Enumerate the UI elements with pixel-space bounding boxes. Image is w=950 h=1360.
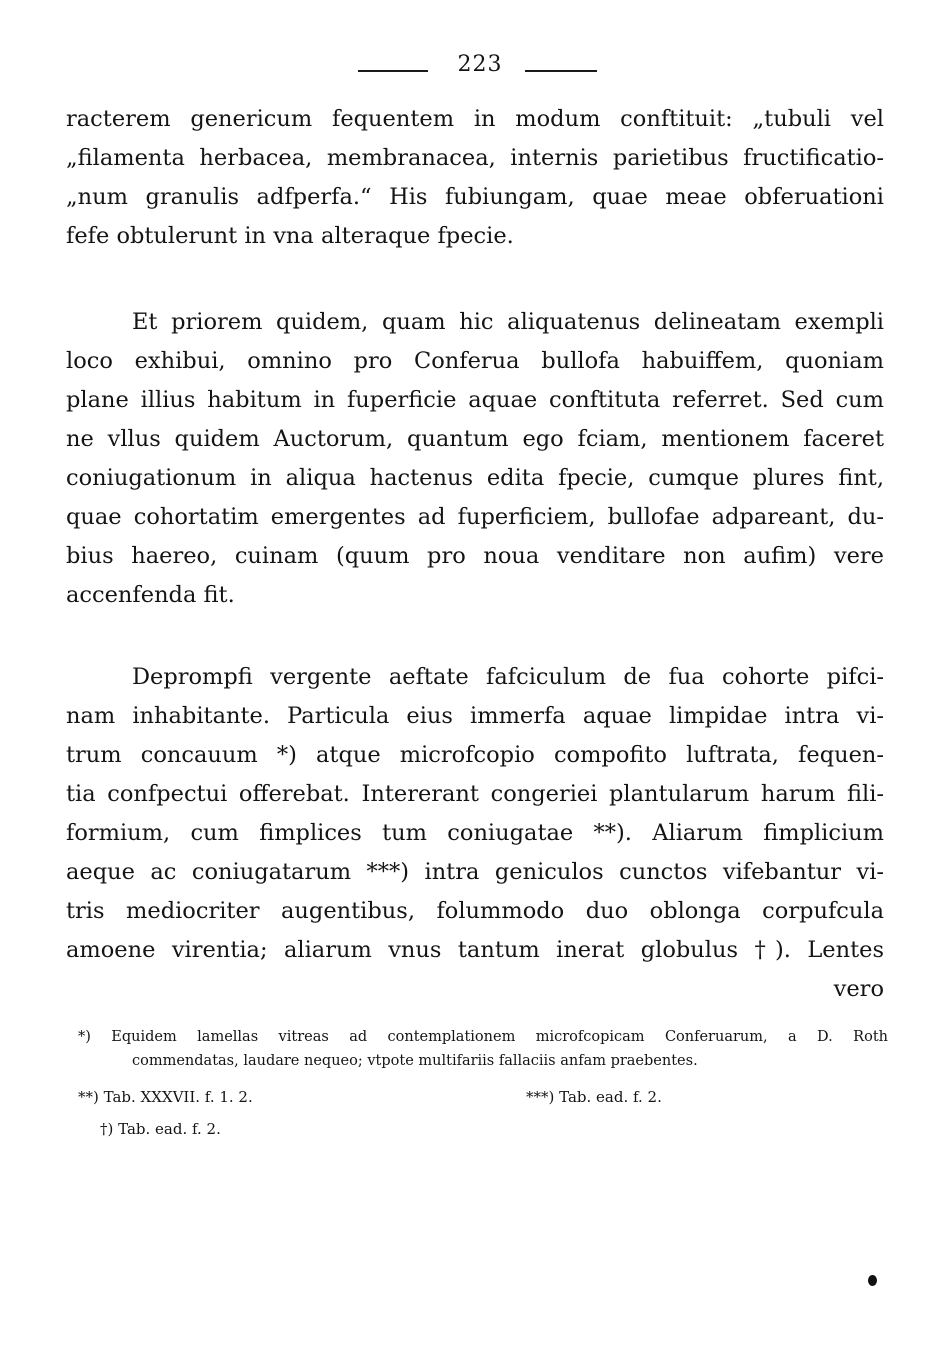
- text-line: racterem genericum fequentem in modum conftituit: „tubuli vel: [66, 106, 884, 132]
- text-line: accenfenda fit.: [66, 582, 235, 608]
- text-line: trum concauum *) atque microfcopio compofito luftrata, fequen-: [66, 742, 884, 768]
- footnotes: [78, 1025, 888, 1145]
- footnote-1-line-1: *) Equidem lamellas vitreas ad contemplationem microfcopicam Conferuarum, a D. Roth: [78, 1029, 888, 1045]
- text-line: amoene virentia; aliarum vnus tantum inerat globulus †). Lentes: [66, 937, 884, 963]
- ink-spot: [868, 1275, 877, 1286]
- paragraph-2: [66, 303, 884, 615]
- text-line: Et priorem quidem, quam hic aliquatenus delineatam exempli: [132, 309, 884, 335]
- text-line: quae cohortatim emergentes ad fuperficiem, bullofae adpareant, du-: [66, 504, 884, 530]
- text-line: „num granulis adfperfa.“ His fubiungam, quae meae obferuationi: [66, 184, 884, 210]
- header-rule-right: [525, 70, 597, 72]
- text-line: aeque ac coniugatarum ***) intra geniculos cunctos vifebantur vi-: [66, 859, 884, 885]
- text-line: formium, cum fimplices tum coniugatae **). Aliarum fimplicium: [66, 820, 884, 846]
- text-line: coniugationum in aliqua hactenus edita fpecie, cumque plures fint,: [66, 465, 884, 491]
- footnote-2: **) Tab. XXXVII. f. 1. 2.: [78, 1088, 253, 1106]
- text-line: plane illius habitum in fuperficie aquae conftituta referret. Sed cum: [66, 387, 884, 413]
- footnote-3: ***) Tab. ead. f. 2.: [526, 1088, 662, 1106]
- text-line: bius haereo, cuinam (quum pro noua venditare non aufim) vere: [66, 543, 884, 569]
- footnote-row: [78, 1081, 888, 1113]
- text-line: nam inhabitante. Particula eius immerfa aquae limpidae intra vi-: [66, 703, 884, 729]
- page-number: 223: [457, 52, 503, 77]
- text-line: ne vllus quidem Auctorum, quantum ego fciam, mentionem faceret: [66, 426, 884, 452]
- text-line: loco exhibui, omnino pro Conferua bullofa habuiffem, quoniam: [66, 348, 884, 374]
- catchword: vero: [833, 976, 884, 1002]
- text-line: Deprompfi vergente aeftate fafciculum de fua cohorte pifci-: [132, 664, 884, 690]
- text-line: tia confpectui offerebat. Intererant congeriei plantularum harum fili-: [66, 781, 884, 807]
- footnote-4: †) Tab. ead. f. 2.: [100, 1120, 221, 1138]
- text-line: tris mediocriter augentibus, folummodo duo oblonga corpufcula: [66, 898, 884, 924]
- paragraph-3: [66, 658, 884, 1009]
- paragraph-1: [66, 100, 884, 256]
- footnote-row: [78, 1113, 888, 1145]
- page-header: [0, 50, 950, 90]
- text-line: „filamenta herbacea, membranacea, internis parietibus fructificatio-: [66, 145, 884, 171]
- text-line: fefe obtulerunt in vna alteraque fpecie.: [66, 223, 514, 249]
- header-rule-left: [358, 70, 428, 72]
- footnote-1-line-2: commendatas, laudare nequeo; vtpote multifariis fallaciis anfam praebentes.: [132, 1053, 698, 1069]
